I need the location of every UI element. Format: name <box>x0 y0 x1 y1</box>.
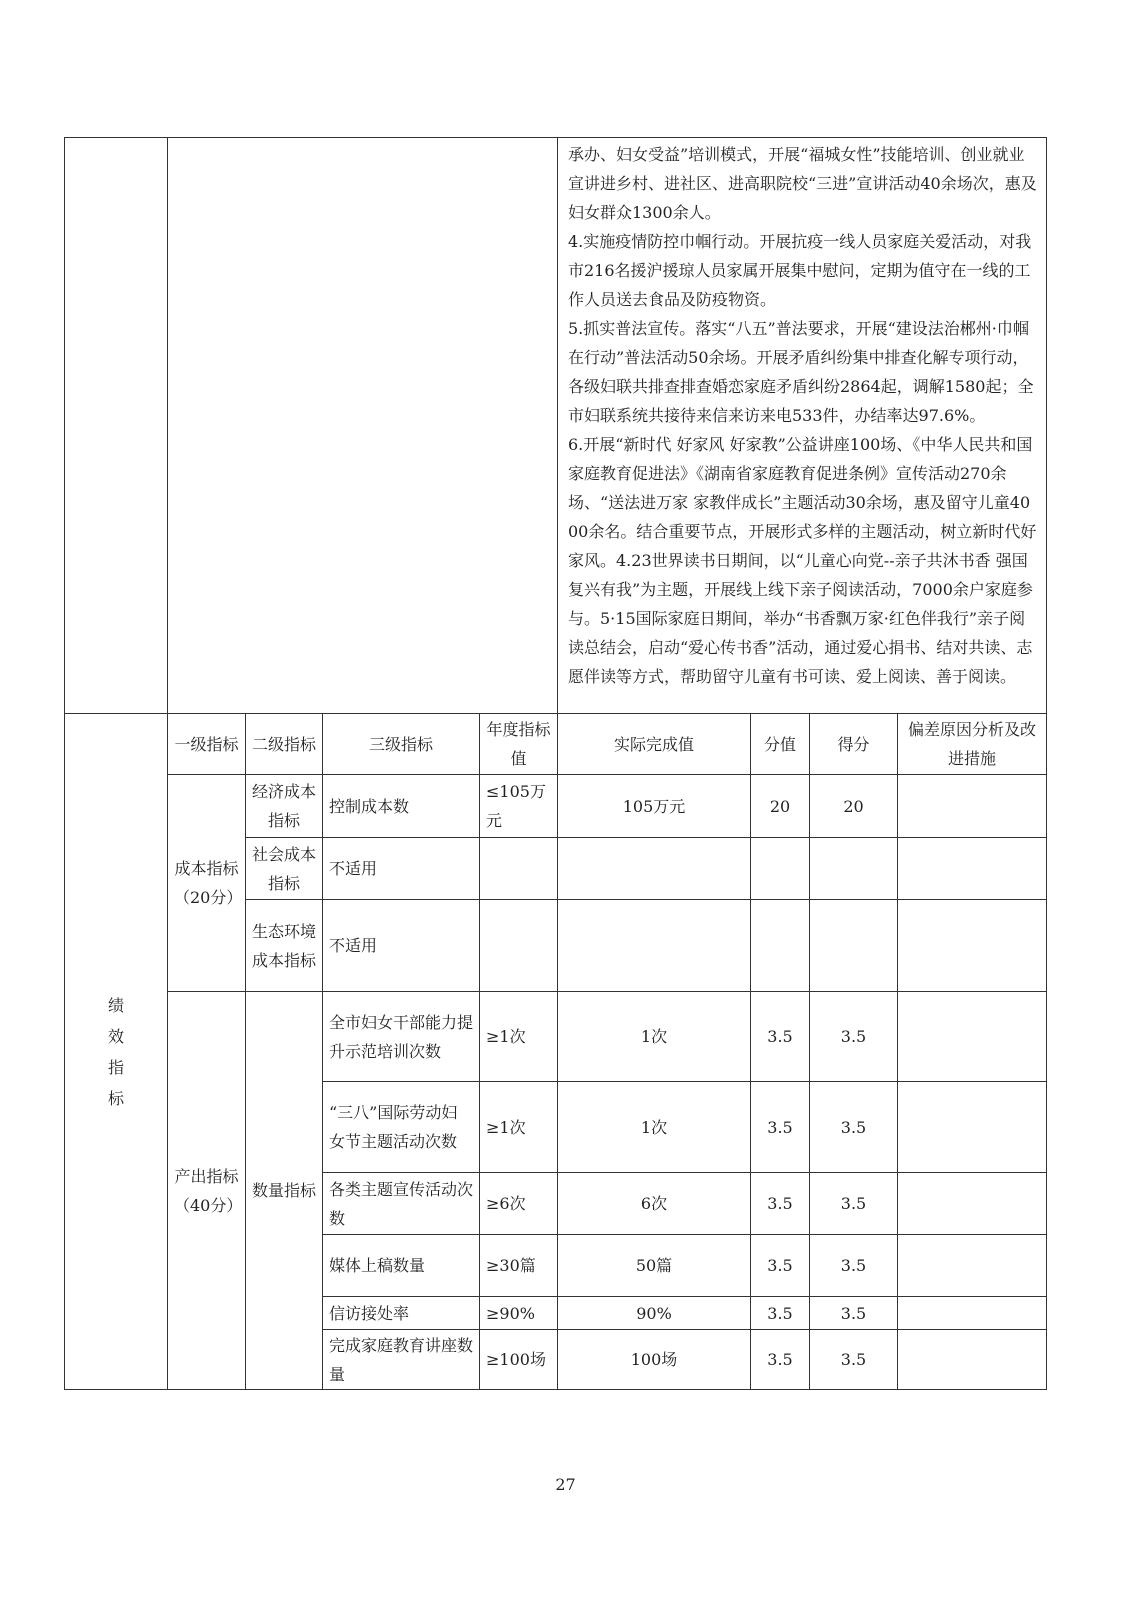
score: 3.5 <box>810 1235 898 1297</box>
score-value: 3.5 <box>751 1330 810 1390</box>
blank-cell <box>168 138 558 714</box>
narrative-paragraph: 5.抓实普法宣传。落实“八五”普法要求，开展“建设法治郴州·巾帼在行动”普法活动50余场。开展矛盾纠纷集中排查化解专项行动，各级妇联共排查排查婚恋家庭矛盾纠纷2864起，调解1580起；全市妇联系统共接待来信来访来电533件，办结率达97.6%。 <box>568 319 1034 425</box>
level3-label: “三八”国际劳动妇女节主题活动次数 <box>323 1082 480 1173</box>
actual-value: 1次 <box>558 1082 751 1173</box>
score: 3.5 <box>810 1082 898 1173</box>
header-target: 年度指标值 <box>480 714 558 775</box>
table-row <box>65 775 1047 838</box>
score-value: 3.5 <box>751 1173 810 1235</box>
target-value <box>480 838 558 900</box>
level3-label: 全市妇女干部能力提升示范培训次数 <box>323 992 480 1082</box>
section-label: 绩效指标 <box>65 714 168 1390</box>
target-value: ≥100场 <box>480 1330 558 1390</box>
analysis <box>898 900 1047 992</box>
level3-label: 完成家庭教育讲座数量 <box>323 1330 480 1390</box>
actual-value: 1次 <box>558 992 751 1082</box>
level3-label: 信访接处率 <box>323 1297 480 1330</box>
analysis <box>898 775 1047 838</box>
actual-value: 100场 <box>558 1330 751 1390</box>
score: 3.5 <box>810 1173 898 1235</box>
target-value: ≥1次 <box>480 992 558 1082</box>
level2-label: 数量指标 <box>246 992 323 1390</box>
header-actual: 实际完成值 <box>558 714 751 775</box>
score: 20 <box>810 775 898 838</box>
level3-label: 不适用 <box>323 900 480 992</box>
header-row <box>65 714 1047 775</box>
performance-table <box>64 137 1047 1390</box>
analysis <box>898 1082 1047 1173</box>
level2-label: 社会成本指标 <box>246 838 323 900</box>
score <box>810 900 898 992</box>
level3-label: 不适用 <box>323 838 480 900</box>
actual-value <box>558 838 751 900</box>
header-score: 得分 <box>810 714 898 775</box>
analysis <box>898 838 1047 900</box>
score-value: 3.5 <box>751 992 810 1082</box>
score: 3.5 <box>810 992 898 1082</box>
score-value: 20 <box>751 775 810 838</box>
output-indicator-label: 产出指标（40分） <box>168 992 246 1390</box>
cost-indicator-label: 成本指标（20分） <box>168 775 246 992</box>
analysis <box>898 1297 1047 1330</box>
target-value: ≥30篇 <box>480 1235 558 1297</box>
score-value: 3.5 <box>751 1235 810 1297</box>
header-level2: 二级指标 <box>246 714 323 775</box>
analysis <box>898 1330 1047 1390</box>
actual-value: 6次 <box>558 1173 751 1235</box>
level3-label: 媒体上稿数量 <box>323 1235 480 1297</box>
level2-label: 经济成本指标 <box>246 775 323 838</box>
actual-value: 90% <box>558 1297 751 1330</box>
score-value <box>751 838 810 900</box>
actual-value <box>558 900 751 992</box>
score: 3.5 <box>810 1297 898 1330</box>
header-level1: 一级指标 <box>168 714 246 775</box>
target-value <box>480 900 558 992</box>
target-value: ≥6次 <box>480 1173 558 1235</box>
header-analysis: 偏差原因分析及改进措施 <box>898 714 1047 775</box>
narrative-paragraph: 4.实施疫情防控巾帼行动。开展抗疫一线人员家庭关爱活动，对我市216名援沪援琼人员家属开展集中慰问，定期为值守在一线的工作人员送去食品及防疫物资。 <box>568 232 1032 309</box>
score-value: 3.5 <box>751 1297 810 1330</box>
header-score-value: 分值 <box>751 714 810 775</box>
blank-cell <box>65 138 168 714</box>
actual-value: 50篇 <box>558 1235 751 1297</box>
analysis <box>898 1173 1047 1235</box>
narrative-paragraph: 6.开展“新时代 好家风 好家教”公益讲座100场、《中华人民共和国家庭教育促进法》《湖南省家庭教育促进条例》宣传活动270余场、“送法进万家 家教伴成长”主题活动30余场，惠及留守儿童4000余名。结合重要节点，开展形式多样的主题活动，树立新时代好家风。4.23世界读书日期间，以“儿童心向党--亲子共沐书香 强国复兴有我”为主题，开展线上线下亲子阅读活动，7000余户家庭参与。5·15国际家庭日期间，举办“书香飘万家·红色伴我行”亲子阅读总结会，启动“爱心传书香”活动，通过爱心捐书、结对共读、志愿伴读等方式，帮助留守儿童有书可读、爱上阅读、善于阅读。 <box>568 435 1037 686</box>
page-number: 27 <box>555 1475 576 1494</box>
score-value <box>751 900 810 992</box>
level2-label: 生态环境成本指标 <box>246 900 323 992</box>
analysis <box>898 1235 1047 1297</box>
score <box>810 838 898 900</box>
target-value: ≤105万元 <box>480 775 558 838</box>
actual-value: 105万元 <box>558 775 751 838</box>
score-value: 3.5 <box>751 1082 810 1173</box>
score: 3.5 <box>810 1330 898 1390</box>
table-row <box>65 992 1047 1082</box>
analysis <box>898 992 1047 1082</box>
narrative-cell <box>558 138 1047 714</box>
target-value: ≥1次 <box>480 1082 558 1173</box>
narrative-paragraph: 承办、妇女受益”培训模式，开展“福城女性”技能培训、创业就业宣讲进乡村、进社区、进高职院校“三进”宣讲活动40余场次，惠及妇女群众1300余人。 <box>568 145 1037 222</box>
target-value: ≥90% <box>480 1297 558 1330</box>
level3-label: 控制成本数 <box>323 775 480 838</box>
level3-label: 各类主题宣传活动次数 <box>323 1173 480 1235</box>
header-level3: 三级指标 <box>323 714 480 775</box>
narrative-row <box>65 138 1047 714</box>
